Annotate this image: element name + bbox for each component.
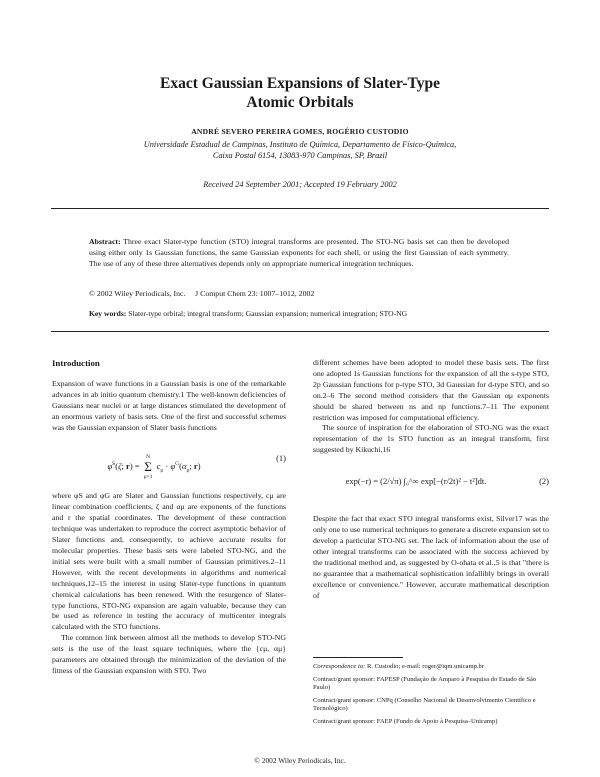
right-paragraph-2: The source of inspiration for the elaboration of STO-NG was the exact representation of the 1s STO function as an integral transform, first suggested by Kikuchi,16 [313, 423, 549, 455]
right-paragraph-3: Despite the fact that exact STO integral transforms exist, Silver17 was the only one to use numerical techniques to generate a discrete expansion set to develop a particular STO-NG set. The lack of information about the use of other integral transforms can be associated with the success achieved by the traditional method and, as suggested by O-ohata et al.,5 is that "there is no guarantee that a mathematical sophistication infallibly brings in overall excellence or convenience." However, accurate mathematical description of [313, 514, 549, 600]
right-column [313, 358, 549, 601]
copyright-line: © 2002 Wiley Periodicals, Inc. J Comput Chem 23: 1007–1012, 2002 [89, 289, 315, 298]
correspondence-note [313, 663, 549, 672]
affiliation-line-2: Caixa Postal 6154, 13083-970 Campinas, SP, Brazil [212, 151, 388, 160]
intro-paragraph-3: The common link between almost all the methods to develop STO-NG sets is the use of the least square techniques, where the {cμ, αμ} parameters are obtained through the minimization of the deviation of the fitness of the Gaussian expansion with STO. Two [52, 633, 286, 675]
left-column [52, 358, 286, 677]
abstract-label: Abstract: [89, 237, 121, 246]
equation-2-body: exp(−r) = (2/√π) ∫₀^∞ exp[−(r/2t)² − t²]dt. [345, 476, 487, 487]
sigma-icon: Σ [144, 459, 152, 475]
page-footer: © 2002 Wiley Periodicals, Inc. [254, 756, 346, 765]
received-dates: Received 24 September 2001; Accepted 19 February 2002 [203, 180, 397, 189]
section-heading-introduction: Introduction [52, 358, 100, 368]
keywords-text: Slater-type orbital; integral transform; Gaussian expansion; numerical integration; STO-NG [128, 309, 408, 318]
sum-upper-limit: N [146, 454, 151, 461]
keywords [89, 309, 509, 318]
intro-paragraph-1: Expansion of wave functions in a Gaussian basis is one of the remarkable advances in ab initio quantum chemistry.1 The well-known deficiencies of Gaussians near nuclei or at large distances stimulated the development of an enormous variety of basis sets. One of the first and successful schemes was the Gaussian expansion of Slater basis functions [52, 378, 286, 432]
footnote-divider [313, 657, 403, 658]
keywords-label: Key words: [89, 309, 127, 318]
affiliation-line-1: Universidade Estadual de Campinas, Instituto de Química, Departamento de Físico-Química, [143, 140, 457, 149]
top-divider [51, 208, 549, 209]
affiliation [90, 139, 510, 161]
equation-1-lhs: $\varphi^S(\zeta$; r) = [107, 461, 140, 472]
paper-title [60, 74, 540, 112]
grant-note-1: Contract/grant sponsor: FAPESP (Fundação de Amparo à Pesquisa do Estado de São Paulo) [313, 675, 537, 692]
footnotes [313, 663, 549, 731]
abstract-text: Three exact Slater-type function (STO) integral transforms are presented. The STO-NG basis set can then be developed using either only 1s Gaussian functions, the same Gaussian exponents for each shell, or using the first Gaussian of each symmetry. The use of any of these three alternatives depends only on appropriate numerical integration techniques. [89, 237, 509, 269]
abstract [89, 236, 509, 270]
correspondence-text: R. Custodio; e-mail: roger@iqm.unicamp.br [366, 663, 485, 670]
summation-sign [144, 453, 153, 481]
grant-note-3: Contract/grant sponsor: FAEP (Fundo de Apoio à Pesquisa–Unicamp) [313, 717, 498, 725]
grant-note-2: Contract/grant sponsor: CNPq (Conselho Nacional de Desenvolvimento Científico e Tecnológico) [313, 696, 536, 713]
equation-1-rhs: $c_\mu \cdot \varphi^G(\alpha_\mu$; r) [156, 461, 201, 475]
equation-1-body [52, 453, 256, 481]
equation-2-number: (2) [539, 476, 549, 487]
title-line-1: Exact Gaussian Expansions of Slater-Type [160, 75, 440, 92]
abstract-divider [51, 331, 549, 332]
equation-1-number: (1) [276, 453, 286, 464]
title-line-2: Atomic Orbitals [246, 94, 354, 111]
equation-2 [313, 464, 549, 504]
equation-1 [52, 441, 286, 481]
correspondence-label: Correspondence to: [313, 663, 366, 670]
intro-paragraph-2: where φS and φG are Slater and Gaussian functions respectively, cμ are linear combination coefficients, ζ and αμ are exponents of the functions and r the spatial coordinates. The development of these contraction technique was undertaken to reproduce the correct asymptotic behavior of Slater functions and, consequently, to achieve accurate results for molecular properties. These basis sets were labeled STO-NG, and the initial sets were built with a small number of Gaussian primitives.2–11 However, with the recent developments in algorithms and numerical techniques,12–15 the interest in using Slater-type functions in quantum chemical calculations has been renewed. With the resurgence of Slater-type functions, STO-NG expansion are again valuable, because they can be used as reference in testing the accuracy of multicenter integrals calculated with the STO functions. [52, 491, 286, 632]
right-paragraph-1: different schemes have been adopted to model these basis sets. The first one adopted 1s Gaussian functions for the expansion of all the s-type STO, 2p Gaussian functions for p-type STO, 3d Gaussian for d-type STO, and so on.2–6 The second method considers that the Gaussian αμ exponents should be shared between ns and np functions.7–11 The exponent restriction was imposed for computational efficiency. [313, 358, 549, 422]
sum-lower-limit: μ=1 [143, 474, 153, 481]
author-list: ANDRÉ SEVERO PEREIRA GOMES, ROGÉRIO CUSTODIO [191, 127, 409, 136]
